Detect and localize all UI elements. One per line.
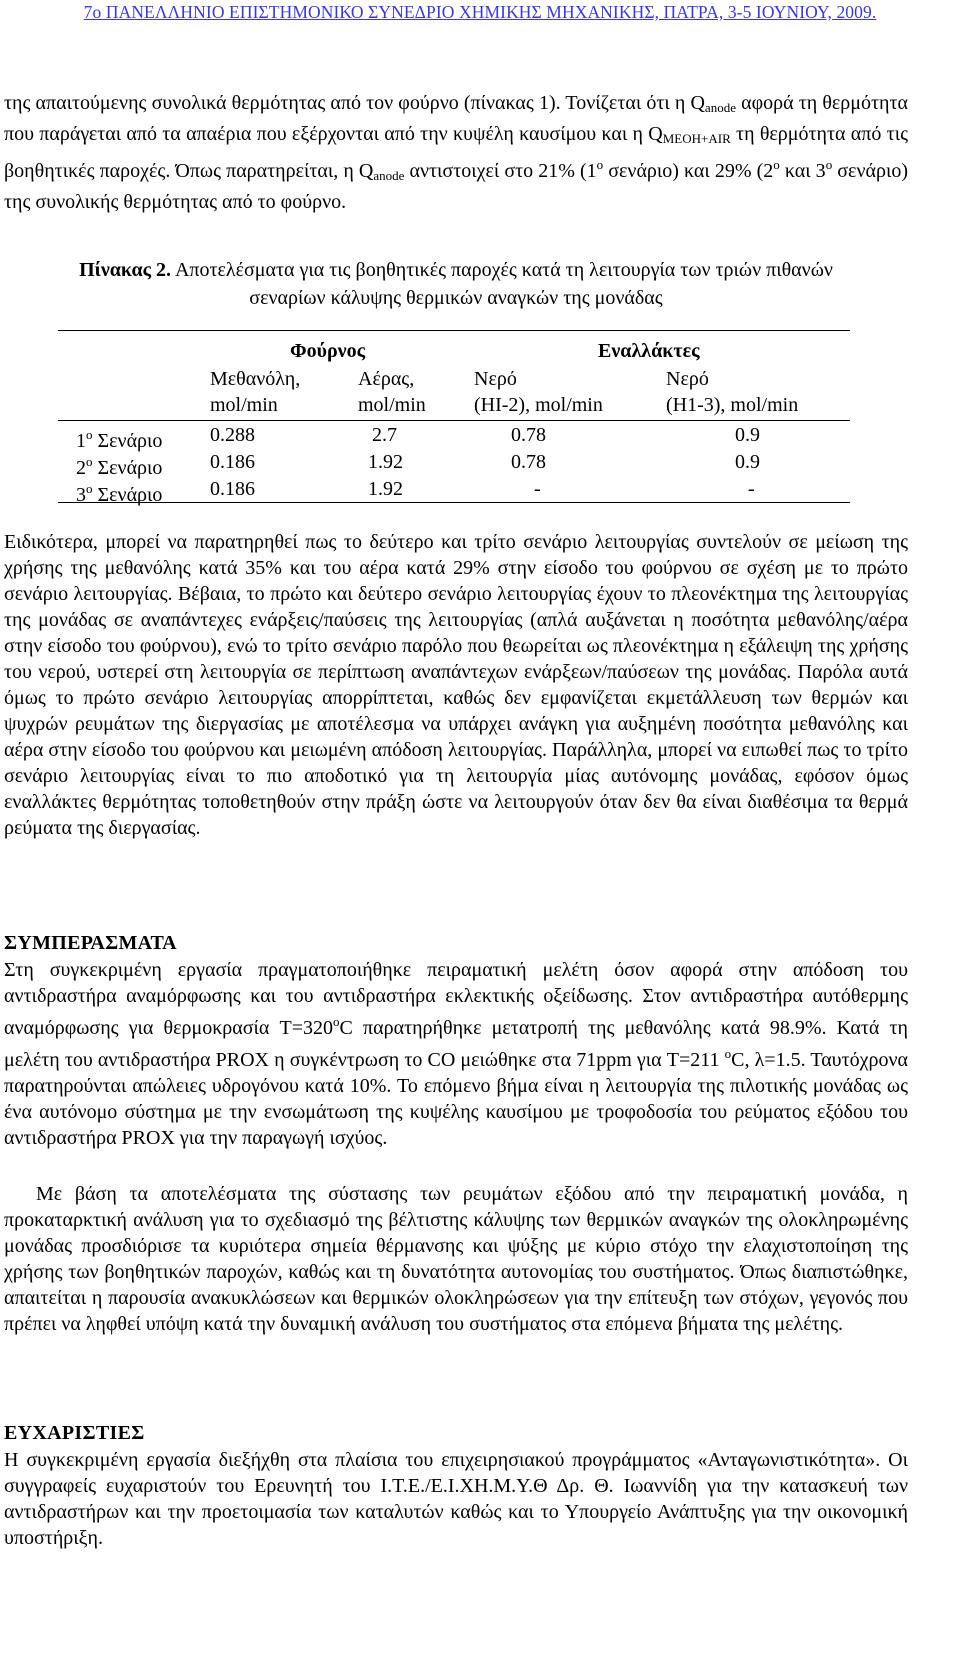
table-caption-text: Αποτελέσματα για τις βοηθητικές παροχές κατά τη λειτουργία των τριών πιθανών (171, 259, 833, 281)
header-furnace: Φούρνος (290, 340, 366, 362)
subscript-anode: anode (373, 168, 405, 183)
conclusions-paragraph-2: Με βάση τα αποτελέσματα της σύστασης των ρευμάτων εξόδου από την πειραματική μονάδα, η προκαταρκτική ανάλυση για το σχεδιασμό της βέλτιστης κάλυψης των θερμικών αναγκών της ολοκληρωμένης μονάδας προσδιόρισε τα κυριότερα σημεία θέρμανσης και ψύξης με κύριο στόχο την ελαχιστοποίηση της χρήσης των βοηθητικών παροχών, καθώς και τη δυνατότητα αυτονομίας του συστήματος. Όπως διαπιστώθηκε, απαιτείται η παρουσία ανακυκλώσεων και θερμικών ολοκληρώσεων για την επίτευξη των στόχων, γεγονός που πρέπει να ληφθεί υπόψη κατά την δυναμική ανάλυση του συστήματος στα επόμενα βήματα της μελέτης. (4, 1183, 908, 1335)
header-water-h13: Νερό (666, 368, 709, 390)
header-air-unit: mol/min (358, 394, 426, 416)
intro-paragraph (4, 90, 908, 215)
cell-water-h13: 0.9 (735, 451, 760, 473)
cell-air: 1.92 (368, 478, 403, 500)
cell-water-hi2: - (534, 478, 541, 500)
header-water-h13-unit: (H1-3), mol/min (666, 394, 799, 416)
table-caption-text: σεναρίων κάλυψης θερμικών αναγκών της μονάδας (249, 287, 663, 309)
table-bottom-rule (58, 502, 850, 503)
intro-text: αφορά τη θερμότητα που παράγεται από τα απαέρια που εξέρχονται από την κυψέλη καυσίμου και η Q (4, 92, 909, 145)
superscript-ordinal: ο (773, 157, 780, 172)
intro-text: σενάριο) της συνολικής θερμότητας από το φούρνο. (4, 160, 908, 213)
row-scenario-label: $3^o$ Σενάριο (76, 481, 163, 506)
cell-water-h13: 0.9 (735, 424, 760, 446)
table-caption-label: Πίνακας 2. (79, 259, 172, 281)
header-water-hi2: Νερό (474, 368, 517, 390)
acknowledgements-paragraph: Η συγκεκριμένη εργασία διεξήχθη στα πλαίσια του επιχειρησιακού προγράμματος «Ανταγωνιστικότητα». Οι συγγραφείς ευχαριστούν του Ερευνητή του Ι.Τ.Ε./Ε.Ι.ΧΗ.Μ.Υ.Θ Δρ. Θ. Ιωαννίδη για την κατασκευή των αντιδραστήρων και την προετοιμασία των καταλυτών καθώς και το Υπουργείο Ανάπτυξης για την οικονομική υποστήριξη. (4, 1449, 908, 1549)
intro-text: τη θερμότητα από τις βοηθητικές παροχές. Όπως παρατηρείται, η Q (4, 123, 909, 182)
header-methanol: Μεθανόλη, (210, 368, 301, 390)
discussion-paragraph: Ειδικότερα, μπορεί να παρατηρηθεί πως το δεύτερο και τρίτο σενάριο λειτουργίας συντελούν σε μείωση της χρήσης της μεθανόλης κατά 35% και του αέρα κατά 29% στην είσοδο του φούρνου σε σχέση με το πρώτο σενάριο λειτουργίας. Βέβαια, το πρώτο και δεύτερο σενάριο λειτουργίας έχουν το πλεονέκτημα της λειτουργίας της μονάδας σε αναπάντεχες ενάρξεις/παύσεις της λειτουργίας (απλά αυξάνεται η ποσότητα μεθανόλης/αέρα στην είσοδο του φούρνου), ενώ το τρίτο σενάριο παρόλο που θεωρείται ως πλεονέκτημα η εξάλειψη της χρήσης του νερού, υστερεί στη λειτουργία σε περίπτωση αναπάντεχων ενάρξεων/παύσεων της μονάδας. Παρόλα αυτά όμως το πρώτο σενάριο λειτουργίας απορρίπτεται, καθώς δεν εμφανίζεται εκμετάλλευση των θερμών και ψυχρών ρευμάτων της διεργασίας με αποτέλεσμα να υπάρχει ανάγκη για αυξημένη ποσότητα μεθανόλης και αέρα στην είσοδο του φούρνου και μειωμένη απόδοση λειτουργίας. Παράλληλα, μπορεί να ειπωθεί πως το τρίτο σενάριο λειτουργίας είναι το πιο αποδοτικό για τη λειτουργία μίας αυτόνομης μονάδας, εφόσον όμως εναλλάκτες θερμότητας τοποθετηθούν στην πράξη ώστε να λειτουργούν όταν δεν θα είναι διαθέσιμα τα θερμά ρεύματα της διεργασίας. (4, 531, 908, 839)
cell-water-hi2: 0.78 (511, 424, 546, 446)
conclusions-heading: ΣΥΜΠΕΡΑΣΜΑΤΑ (4, 932, 177, 954)
degree-superscript: ο (724, 1046, 732, 1061)
cell-methanol: 0.288 (210, 424, 255, 446)
intro-text: αντιστοιχεί στο 21% (1 (404, 160, 597, 182)
subscript-anode: anode (704, 100, 736, 115)
conclusions-paragraph-1: Στη συγκεκριμένη εργασία πραγματοποιήθηκε πειραματική μελέτη όσον αφορά στην απόδοση του αντιδραστήρα αναμόρφωσης και του αντιδραστήρα εκλεκτικής οξείδωσης. Στον αντιδραστήρα αυτόθερμης αναμόρφωσης για θερμοκρασία $T=320^oC$ παρατηρήθηκε μετατροπή της μεθανόλης κατά 98.9%. Κατά τη μελέτη του αντιδραστήρα PROX η συγκέντρωση το CO μειώθηκε στα 71ppm για T=211 $^o$C, λ=1.5. Ταυτόχρονα παρατηρούνται απώλειες υδρογόνου κατά 10%. Το επόμενο βήμα είναι η λειτουργία της πιλοτικής μονάδας ως ένα αυτόνομο σύστημα με την ενσωμάτωση της κυψέλης καυσίμου με τροφοδοσία του ρεύματος εξόδου του αντιδραστήρα PROX για την παραγωγή ισχύος. (4, 959, 908, 1149)
cell-water-hi2: 0.78 (511, 451, 546, 473)
header-exchangers: Εναλλάκτες (598, 340, 700, 362)
intro-text: της απαιτούμενης συνολικά θερμότητας από τον φούρνο (πίνακας 1). Τονίζεται ότι η Q (4, 92, 705, 114)
table-header-rule (58, 420, 850, 421)
intro-text: και 3 (779, 160, 826, 182)
table-top-rule (58, 330, 850, 331)
header-air: Αέρας, (358, 368, 415, 390)
cell-methanol: 0.186 (210, 478, 255, 500)
subscript-meoh-air: MEOH+AIR (662, 131, 731, 146)
intro-text: σενάριο) και 29% (2 (603, 160, 774, 182)
superscript-ordinal: ο (825, 157, 833, 172)
cell-air: 1.92 (368, 451, 403, 473)
cell-water-h13: - (748, 478, 755, 500)
header-water-hi2-unit: (HI-2), mol/min (474, 394, 603, 416)
header-methanol-unit: mol/min (210, 394, 278, 416)
row-scenario-label: $2^o$ Σενάριο (76, 454, 163, 479)
cell-methanol: 0.186 (210, 451, 255, 473)
table-caption (4, 256, 908, 312)
superscript-ordinal: ο (596, 157, 604, 172)
row-scenario-label: $1^o$ Σενάριο (76, 427, 163, 452)
cell-air: 2.7 (372, 424, 397, 446)
acknowledgements-heading: ΕΥΧΑΡΙΣΤΙΕΣ (4, 1422, 145, 1444)
degree-superscript: ο (333, 1014, 340, 1029)
running-header: 7ο ΠΑΝΕΛΛΗΝΙΟ ΕΠΙΣΤΗΜΟΝΙΚΟ ΣΥΝΕΔΡΙΟ ΧΗΜΙΚΗΣ ΜΗΧΑΝΙΚΗΣ, ΠΑΤΡΑ, 3-5 ΙΟΥΝΙΟΥ, 2009. (83, 2, 877, 22)
